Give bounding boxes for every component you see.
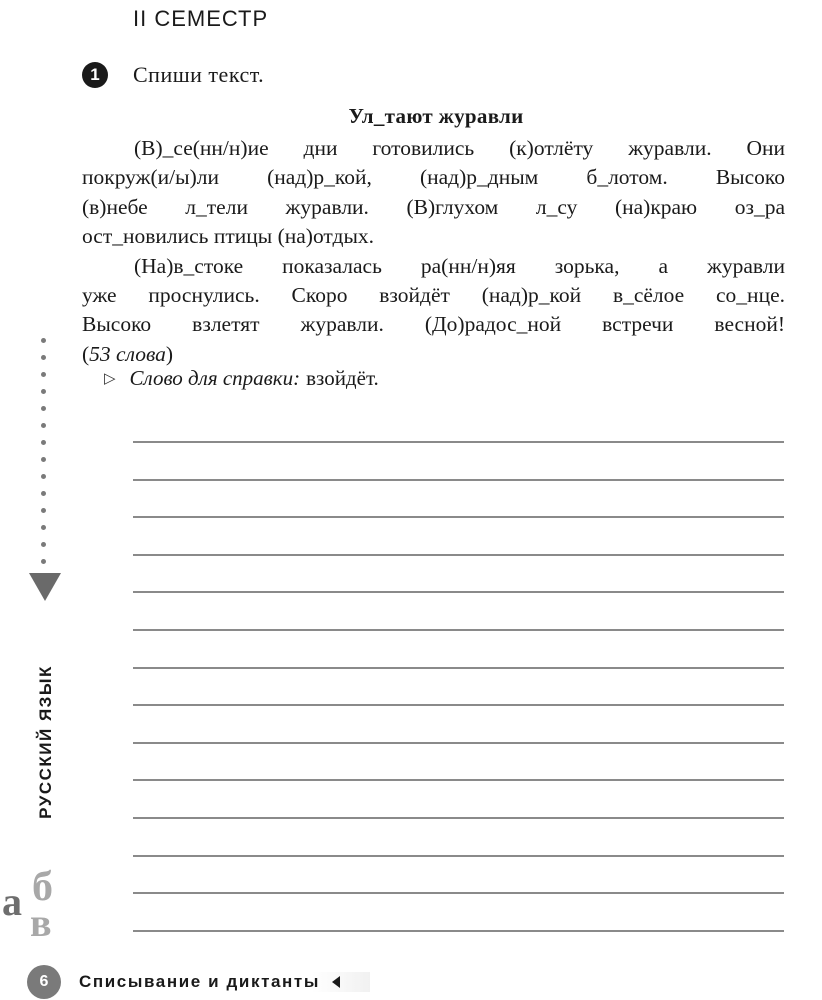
writing-line[interactable] [133,742,784,744]
guide-dot [41,406,46,411]
dotted-guide [40,338,48,576]
guide-dot [41,338,46,343]
page-header: II СЕМЕСТР [133,6,269,31]
triangle-right-icon: ▷ [104,371,116,387]
word-count-open: ( [82,341,90,366]
hint-label: Слово для справки: [129,366,301,390]
writing-line[interactable] [133,817,784,819]
story-title: Ул_тают журавли [348,104,524,128]
reference-hint [104,366,379,391]
word-count [82,340,785,369]
text-line: покруж(и/ы)ли (над)р_кой, (над)р_дным б_лотом. Высоко [82,165,785,190]
hint-value: взойдёт. [306,366,379,390]
writing-line[interactable] [133,892,784,894]
task-instruction: Спиши текст. [133,62,265,87]
page-footer [27,965,370,999]
guide-dot [41,525,46,530]
paragraph-1 [82,134,785,252]
word-count-close: ) [165,341,174,366]
writing-line[interactable] [133,591,784,593]
text-line: Высоко взлетят журавли. (До)радос_ной встречи весной! [82,312,785,337]
svg-text:в: в [30,900,52,940]
guide-dot [41,542,46,547]
guide-dot [41,423,46,428]
task-heading [82,62,264,88]
guide-dot [41,355,46,360]
subject-label: РУССКИЙ ЯЗЫК [36,665,55,819]
arrow-down-icon [29,573,61,601]
writing-line[interactable] [133,667,784,669]
task-number-badge: 1 [82,62,108,88]
writing-line[interactable] [133,779,784,781]
writing-line[interactable] [133,704,784,706]
writing-line[interactable] [133,441,784,443]
guide-dot [41,389,46,394]
text-line: (в)небе л_тели журавли. (В)глухом л_су (на)краю оз_ра [82,194,785,219]
writing-line[interactable] [133,629,784,631]
word-count-text: 53 слова [89,341,166,366]
section-title-text: Списывание и диктанты [79,972,320,991]
guide-dot [41,457,46,462]
writing-line[interactable] [133,516,784,518]
writing-line[interactable] [133,930,784,932]
triangle-left-icon [332,976,340,988]
story-text [82,134,785,369]
guide-dot [41,440,46,445]
page-number: 6 [27,965,61,999]
svg-text:а: а [2,879,22,924]
text-line: уже проснулись. Скоро взойдёт (над)р_кой в_сёлое со_нце. [82,283,785,308]
guide-dot [41,491,46,496]
guide-dot [41,508,46,513]
guide-dot [41,372,46,377]
writing-line[interactable] [133,554,784,556]
writing-line[interactable] [133,479,784,481]
text-line: (На)в_стоке показалась ра(нн/н)яя зорька, а журавли [134,253,785,278]
section-title [79,972,370,992]
abv-logo-icon [0,860,80,940]
svg-text:б: б [32,864,53,910]
writing-line[interactable] [133,855,784,857]
guide-dot [41,559,46,564]
text-line: ост_новились птицы (на)отдых. [82,224,375,249]
paragraph-2 [82,252,785,370]
text-line: (В)_се(нн/н)ие дни готовились (к)отлёту журавли. Они [134,136,785,160]
guide-dot [41,474,46,479]
